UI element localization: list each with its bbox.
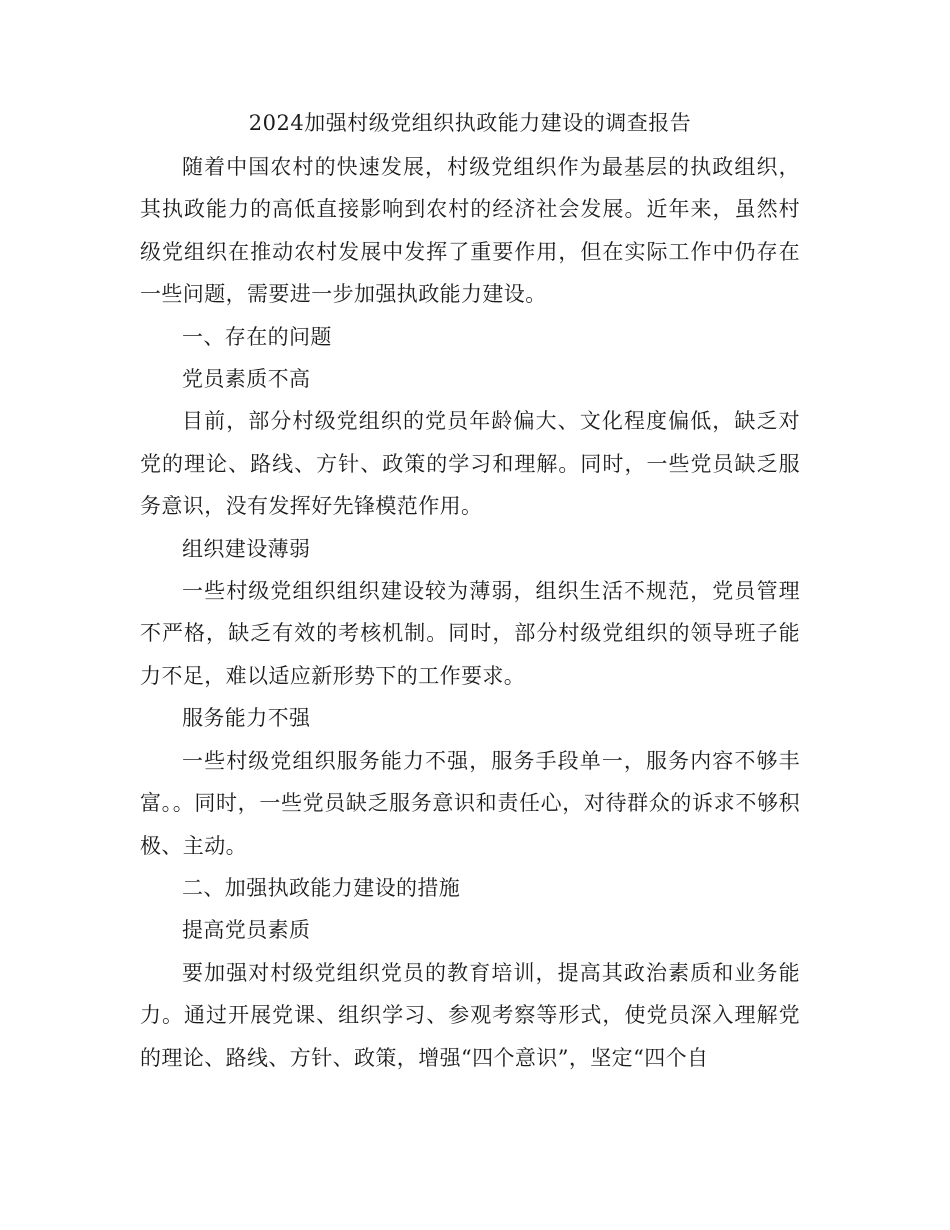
subheading-improve-member-quality: 提高党员素质 <box>182 918 311 943</box>
subheading-service-capacity: 服务能力不强 <box>182 706 311 731</box>
subheading-organization-building: 组织建设薄弱 <box>182 536 311 561</box>
paragraph-improve-member-quality: 要加强对村级党组织党员的教育培训，提高其政治素质和业务能力。通过开展党课、组织学习、参观考察等形式，使党员深入理解党的理论、路线、方针、政策，增强“四个意识”，坚定“四个自 <box>140 960 800 1070</box>
paragraph-organization-building: 一些村级党组织组织建设较为薄弱，组织生活不规范，党员管理不严格，缺乏有效的考核机制。同时，部分村级党组织的领导班子能力不足，难以适应新形势下的工作要求。 <box>140 579 800 688</box>
section-heading-measures: 二、加强执政能力建设的措施 <box>182 875 461 900</box>
section-heading-problems: 一、存在的问题 <box>182 324 332 349</box>
paragraph-member-quality: 目前，部分村级党组织的党员年龄偏大、文化程度偏低，缺乏对党的理论、路线、方针、政策的学习和理解。同时，一些党员缺乏服务意识，没有发挥好先锋模范作用。 <box>140 409 800 519</box>
paragraph-service-capacity: 一些村级党组织服务能力不强，服务手段单一，服务内容不够丰富。。同时，一些党员缺乏服务意识和责任心，对待群众的诉求不够积极、主动。 <box>140 748 800 858</box>
document-body <box>140 100 800 1079</box>
document-title: 2024加强村级党组织执政能力建设的调查报告 <box>248 111 692 135</box>
subheading-member-quality: 党员素质不高 <box>182 367 311 392</box>
paragraph-intro: 随着中国农村的快速发展，村级党组织作为最基层的执政组织，其执政能力的高低直接影响到农村的经济社会发展。近年来，虽然村级党组织在推动农村发展中发挥了重要作用，但在实际工作中仍存在一些问题，需要进一步加强执政能力建设。 <box>140 155 800 307</box>
